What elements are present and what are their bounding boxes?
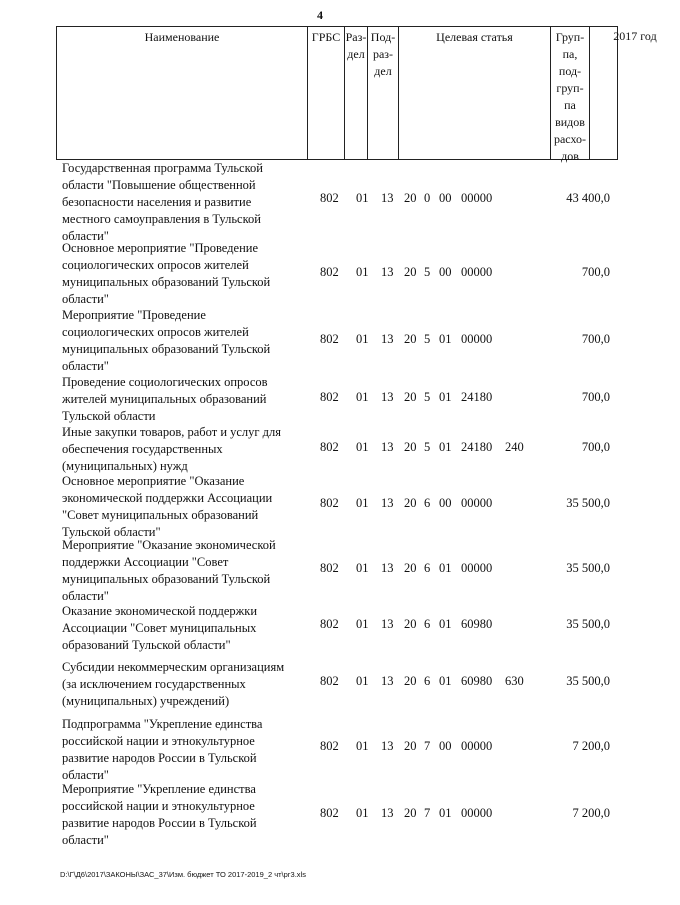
row-name: Субсидии некоммерческим организациям (за исключением государственных (муниципальных) учреждений): [62, 660, 285, 708]
row-cs4: 00000: [461, 191, 493, 205]
row-cs3: 00: [439, 191, 452, 205]
row-grbs: 802: [320, 617, 339, 631]
row-name: Оказание экономической поддержки Ассоциации "Совет муниципальных образований Тульской области": [62, 604, 258, 652]
header-target: Целевая статья: [399, 27, 551, 159]
row-grbs: 802: [320, 806, 339, 820]
header-grbs: ГРБС: [308, 27, 345, 159]
row-cs4: 00000: [461, 496, 493, 510]
row-grbs: 802: [320, 390, 339, 404]
row-cs4: 00000: [461, 332, 493, 346]
row-cs2: 6: [424, 496, 431, 510]
page-number: 4: [317, 8, 323, 22]
row-cs2: 6: [424, 561, 431, 575]
row-sum: 43 400,0: [566, 191, 610, 205]
header-group: Груп- па, под- груп- па видов расхо- дов: [551, 27, 590, 159]
row-sum: 7 200,0: [572, 739, 610, 753]
row-vr: 240: [505, 440, 524, 454]
row-cs3: 01: [439, 617, 452, 631]
row-pr: 13: [381, 561, 394, 575]
row-rz: 01: [356, 561, 369, 575]
file-path-footer: D:\Г\Д6\2017\ЗАКОНЫ\ЗАС_37\Изм. бюджет ТО 2017-2019_2 чт\рг3.xls: [60, 870, 306, 879]
row-cs3: 01: [439, 806, 452, 820]
row-sum: 7 200,0: [572, 806, 610, 820]
row-pr: 13: [381, 390, 394, 404]
table-row: [56, 781, 626, 847]
row-cs3: 01: [439, 561, 452, 575]
row-cs4: 24180: [461, 390, 493, 404]
table-row: [56, 473, 626, 539]
table-row: [56, 307, 626, 373]
row-cs3: 01: [439, 332, 452, 346]
table-row: [56, 374, 626, 422]
row-pr: 13: [381, 806, 394, 820]
row-name: Подпрограмма "Укрепление единства российской нации и этнокультурное развитие народов России в Тульской области": [62, 717, 263, 782]
row-rz: 01: [356, 332, 369, 346]
row-sum: 35 500,0: [566, 617, 610, 631]
row-cs2: 6: [424, 674, 431, 688]
row-name: Проведение социологических опросов жителей муниципальных образований Тульской области: [62, 375, 268, 423]
row-cs1: 20: [404, 390, 417, 404]
row-pr: 13: [381, 617, 394, 631]
row-cs3: 01: [439, 440, 452, 454]
row-grbs: 802: [320, 265, 339, 279]
row-name: Основное мероприятие "Проведение социологических опросов жителей муниципальных образований Тульской области": [62, 241, 271, 306]
row-rz: 01: [356, 390, 369, 404]
table-row: [56, 603, 626, 652]
row-cs1: 20: [404, 561, 417, 575]
row-grbs: 802: [320, 440, 339, 454]
row-name: Основное мероприятие "Оказание экономической поддержки Ассоциации "Совет муниципальных образований Тульской области": [62, 474, 273, 539]
row-cs4: 24180: [461, 440, 493, 454]
table-row: [56, 424, 626, 472]
row-cs2: 5: [424, 390, 431, 404]
row-rz: 01: [356, 191, 369, 205]
row-rz: 01: [356, 265, 369, 279]
row-cs3: 00: [439, 496, 452, 510]
row-rz: 01: [356, 617, 369, 631]
row-cs1: 20: [404, 674, 417, 688]
row-name: Мероприятие "Оказание экономической поддержки Ассоциации "Совет муниципальных образований Тульской области": [62, 538, 276, 603]
row-rz: 01: [356, 674, 369, 688]
row-cs1: 20: [404, 739, 417, 753]
table-row: [56, 160, 626, 243]
row-cs4: 00000: [461, 806, 493, 820]
row-cs2: 5: [424, 265, 431, 279]
row-cs1: 20: [404, 806, 417, 820]
table-row: [56, 659, 626, 708]
row-cs2: 7: [424, 739, 431, 753]
row-cs3: 01: [439, 674, 452, 688]
row-cs3: 00: [439, 265, 452, 279]
table-row: [56, 240, 626, 306]
row-cs2: 7: [424, 806, 431, 820]
row-rz: 01: [356, 806, 369, 820]
row-pr: 13: [381, 332, 394, 346]
row-pr: 13: [381, 265, 394, 279]
row-cs4: 00000: [461, 265, 493, 279]
table-row: [56, 716, 626, 782]
row-name: Мероприятие "Проведение социологических опросов жителей муниципальных образований Тульской области": [62, 308, 271, 373]
row-grbs: 802: [320, 674, 339, 688]
row-sum: 35 500,0: [566, 561, 610, 575]
row-rz: 01: [356, 496, 369, 510]
row-cs2: 6: [424, 617, 431, 631]
row-sum: 700,0: [581, 265, 610, 279]
row-cs2: 0: [424, 191, 431, 205]
row-cs1: 20: [404, 265, 417, 279]
table-row: [56, 537, 626, 601]
header-razdel: Раз- дел: [345, 27, 368, 159]
row-name: Государственная программа Тульской области "Повышение общественной безопасности населения и развитие местного самоуправления в Тульской области": [62, 161, 263, 243]
row-sum: 700,0: [581, 440, 610, 454]
row-cs1: 20: [404, 191, 417, 205]
row-sum: 35 500,0: [566, 496, 610, 510]
row-name: Мероприятие "Укрепление единства российской нации и этнокультурное развитие народов России в Тульской области": [62, 782, 257, 847]
table-header: [56, 26, 657, 163]
row-sum: 35 500,0: [566, 674, 610, 688]
row-vr: 630: [505, 674, 524, 688]
row-rz: 01: [356, 440, 369, 454]
header-year-spacer: [590, 27, 618, 159]
row-cs2: 5: [424, 332, 431, 346]
row-cs4: 60980: [461, 617, 493, 631]
row-grbs: 802: [320, 191, 339, 205]
row-pr: 13: [381, 191, 394, 205]
row-pr: 13: [381, 440, 394, 454]
row-cs1: 20: [404, 332, 417, 346]
row-pr: 13: [381, 496, 394, 510]
header-name: Наименование: [56, 27, 308, 159]
row-cs4: 60980: [461, 674, 493, 688]
row-grbs: 802: [320, 332, 339, 346]
row-cs1: 20: [404, 440, 417, 454]
row-cs3: 00: [439, 739, 452, 753]
header-podrazdel: Под- раз- дел: [368, 27, 399, 159]
row-cs3: 01: [439, 390, 452, 404]
row-sum: 700,0: [581, 332, 610, 346]
row-pr: 13: [381, 739, 394, 753]
row-pr: 13: [381, 674, 394, 688]
row-cs2: 5: [424, 440, 431, 454]
row-grbs: 802: [320, 496, 339, 510]
row-sum: 700,0: [581, 390, 610, 404]
row-cs1: 20: [404, 496, 417, 510]
row-grbs: 802: [320, 739, 339, 753]
row-cs4: 00000: [461, 561, 493, 575]
header-year: 2017 год: [613, 29, 657, 43]
row-rz: 01: [356, 739, 369, 753]
row-cs1: 20: [404, 617, 417, 631]
row-grbs: 802: [320, 561, 339, 575]
row-cs4: 00000: [461, 739, 493, 753]
row-name: Иные закупки товаров, работ и услуг для обеспечения государственных (муниципальных) нужд: [62, 425, 282, 473]
